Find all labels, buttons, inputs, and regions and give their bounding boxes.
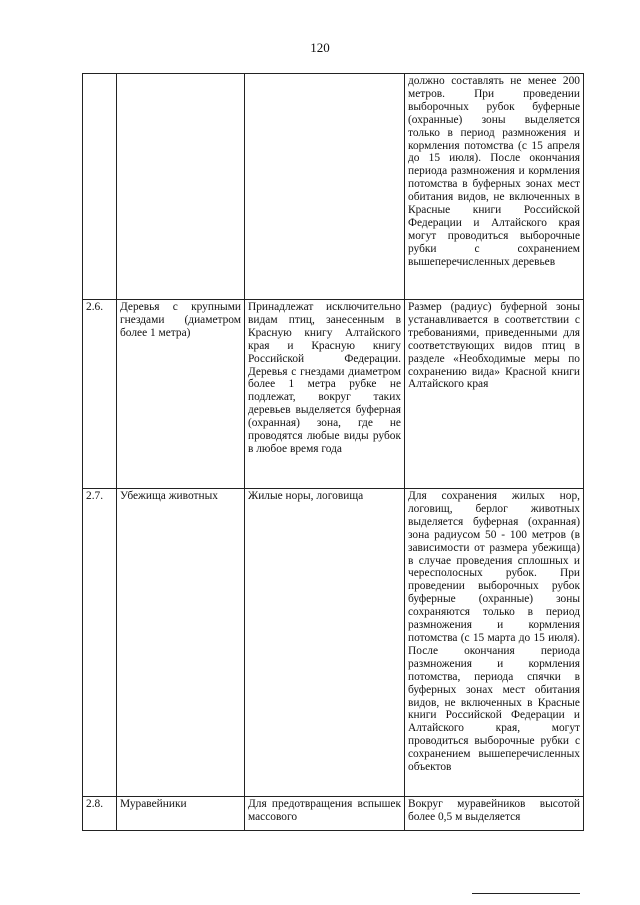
table-row	[83, 489, 584, 797]
page-number: 120	[310, 40, 330, 55]
row-number: 2.7.	[83, 489, 117, 797]
description-cell: Для предотвращения вспышек массового	[245, 797, 405, 831]
object-cell: Муравейники	[117, 797, 245, 831]
row-number	[83, 74, 117, 300]
row-number: 2.6.	[83, 300, 117, 489]
row-number: 2.8.	[83, 797, 117, 831]
measures-cell: должно составлять не менее 200 метров. При проведении выборочных рубок буферные (охранные) зоны выделяется только в период размножения и кормления потомства (с 15 апреля до 15 июля). После окончания периода размножения и кормления потомства в буферных зонах мест обитания видов, не включенных в Красные книги Российской Федерации и Алтайского края могут проводиться выборочные рубки с сохранением вышеперечисленных деревьев	[405, 74, 584, 300]
measures-cell: Для сохранения жилых нор, логовищ, берлог животных выделяется буферная (охранная) зона радиусом 50 - 100 метров (в зависимости от размера убежища) в случае проведения сплошных и чересполосных рубок. При проведении выборочных рубок буферные (охранные) зоны сохраняются только в период размножения и кормления потомства (с 15 марта до 15 июля). После окончания периода размножения и кормления потомства, периода спячки в буферных зонах мест обитания видов, не включенных в Красные книги Российской Федерации и Алтайского края, могут проводиться выборочные рубки с сохранением вышеперечисленных объектов	[405, 489, 584, 797]
object-cell: Убежища животных	[117, 489, 245, 797]
table-row	[83, 74, 584, 300]
description-cell: Жилые норы, логовища	[245, 489, 405, 797]
table-row	[83, 797, 584, 831]
measures-cell: Вокруг муравейников высотой более 0,5 м выделяется	[405, 797, 584, 831]
object-cell	[117, 74, 245, 300]
measures-cell: Размер (радиус) буферной зоны устанавливается в соответствии с требованиями, приведенными для соответствующих видов птиц в разделе «Необходимые меры по сохранению вида» Красной книги Алтайского края	[405, 300, 584, 489]
description-cell: Принадлежат исключительно видам птиц, занесенным в Красную книгу Алтайского края и Красную книгу Российской Федерации. Деревья с гнездами диаметром более 1 метра рубке не подлежат, вокруг таких деревьев выделяется буферная (охранная) зона, где не проводятся любые виды рубок в любое время года	[245, 300, 405, 489]
description-cell	[245, 74, 405, 300]
document-table	[82, 73, 584, 831]
footnote-rule	[472, 893, 580, 894]
table-row	[83, 300, 584, 489]
object-cell: Деревья с крупными гнездами (диаметром более 1 метра)	[117, 300, 245, 489]
